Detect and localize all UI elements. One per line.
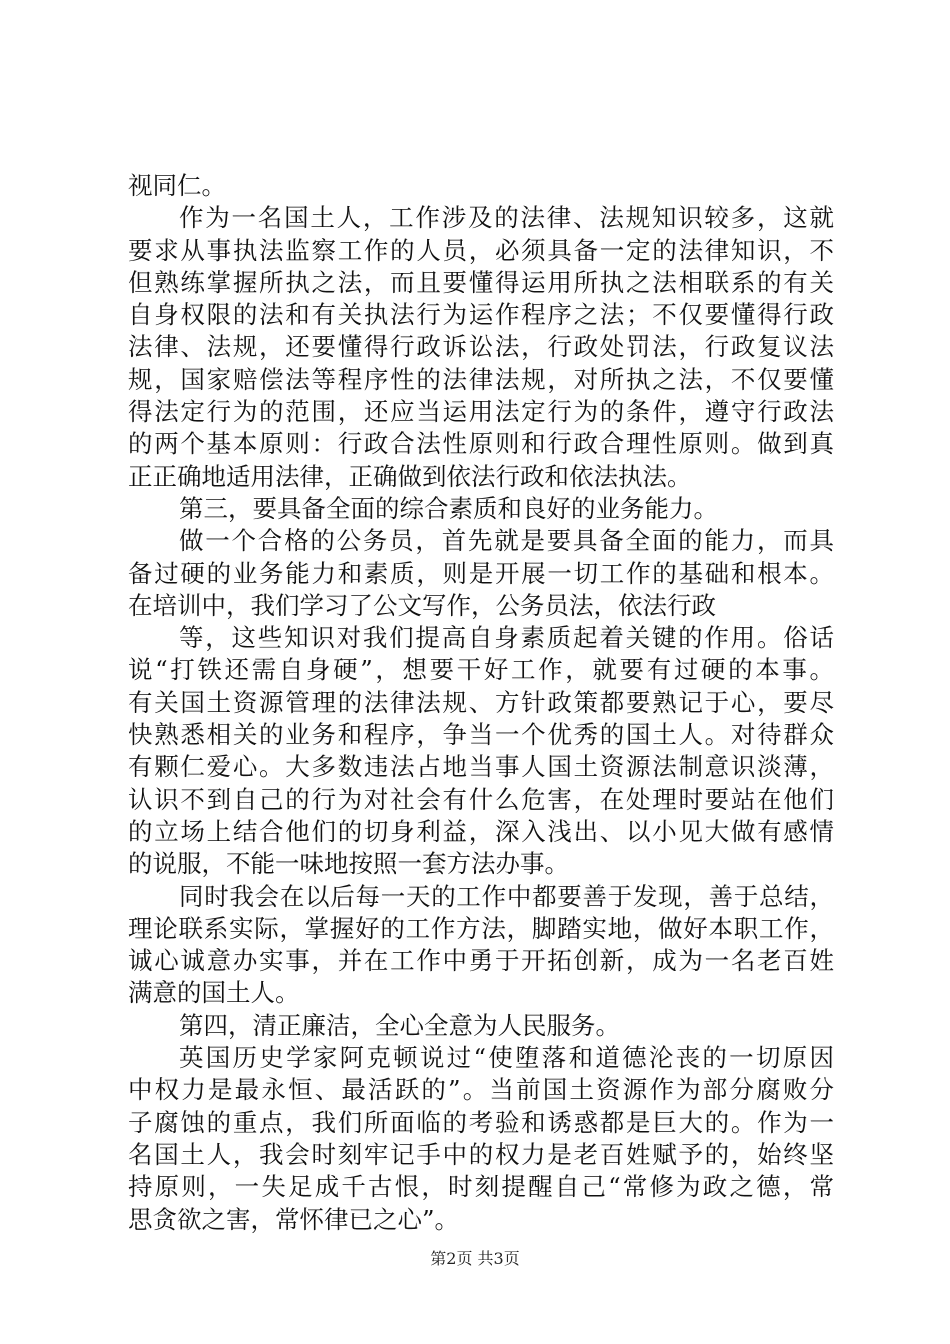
text-line: 的立场上结合他们的切身利益，深入浅出、以小见大做有感情 [128,816,834,846]
text-line: 英国历史学家阿克顿说过“使堕落和道德沦丧的一切原因 [179,1043,834,1073]
text-line: 法律、法规，还要懂得行政诉讼法，行政处罚法，行政复议法 [128,332,834,362]
text-line: 第三，要具备全面的综合素质和良好的业务能力。 [179,493,718,523]
text-line: 同时我会在以后每一天的工作中都要善于发现，善于总结， [179,881,834,911]
text-line: 自身权限的法和有关执法行为运作程序之法；不仅要懂得行政 [128,300,834,330]
text-line: 中权力是最永恒、最活跃的”。当前国土资源作为部分腐败分 [128,1075,834,1105]
text-line: 等，这些知识对我们提高自身素质起着关键的作用。俗话 [179,623,834,653]
text-line: 在培训中，我们学习了公文写作，公务员法，依法行政 [128,590,716,620]
text-line: 思贪欲之害，常怀律已之心”。 [128,1204,460,1234]
text-line: 的说服，不能一味地按照一套方法办事。 [128,849,569,879]
text-line: 要求从事执法监察工作的人员，必须具备一定的法律知识，不 [128,235,834,265]
page-footer: 第2页 共3页 [430,1249,520,1268]
body-text [128,170,834,1236]
text-line: 持原则，一失足成千古恨，时刻提醒自己“常修为政之德，常 [128,1172,834,1202]
text-line: 视同仁。 [128,171,226,200]
text-line: 诚心诚意办实事，并在工作中勇于开拓创新，成为一名老百姓 [128,946,834,976]
text-line: 但熟练掌握所执之法，而且要懂得运用所执之法相联系的有关 [128,267,834,297]
text-line: 认识不到自己的行为对社会有什么危害，在处理时要站在他们 [128,784,834,814]
text-line: 作为一名国土人，工作涉及的法律、法规知识较多，这就 [179,203,834,233]
text-line: 满意的国土人。 [128,978,300,1008]
text-line: 得法定行为的范围，还应当运用法定行为的条件，遵守行政法 [128,397,834,427]
text-line: 正正确地适用法律，正确做到依法行政和依法执法。 [128,461,692,491]
text-line: 第四，清正廉洁，全心全意为人民服务。 [179,1010,620,1040]
text-line: 做一个合格的公务员，首先就是要具备全面的能力，而具 [179,526,834,556]
text-line: 备过硬的业务能力和素质，则是开展一切工作的基础和根本。 [128,558,834,588]
text-line: 理论联系实际，掌握好的工作方法，脚踏实地，做好本职工作， [128,913,834,943]
text-line: 说“打铁还需自身硬”，想要干好工作，就要有过硬的本事。 [128,655,834,685]
text-line: 有颗仁爱心。大多数违法占地当事人国土资源法制意识淡薄， [128,752,834,782]
text-line: 名国土人，我会时刻牢记手中的权力是老百姓赋予的，始终坚 [128,1139,834,1169]
text-line: 有关国土资源管理的法律法规、方针政策都要熟记于心，要尽 [128,687,834,717]
text-line: 规，国家赔偿法等程序性的法律法规，对所执之法，不仅要懂 [128,364,834,394]
text-line: 的两个基本原则：行政合法性原则和行政合理性原则。做到真 [128,429,834,459]
text-line: 子腐蚀的重点，我们所面临的考验和诱惑都是巨大的。作为一 [128,1107,834,1137]
text-line: 快熟悉相关的业务和程序，争当一个优秀的国土人。对待群众 [128,720,834,750]
